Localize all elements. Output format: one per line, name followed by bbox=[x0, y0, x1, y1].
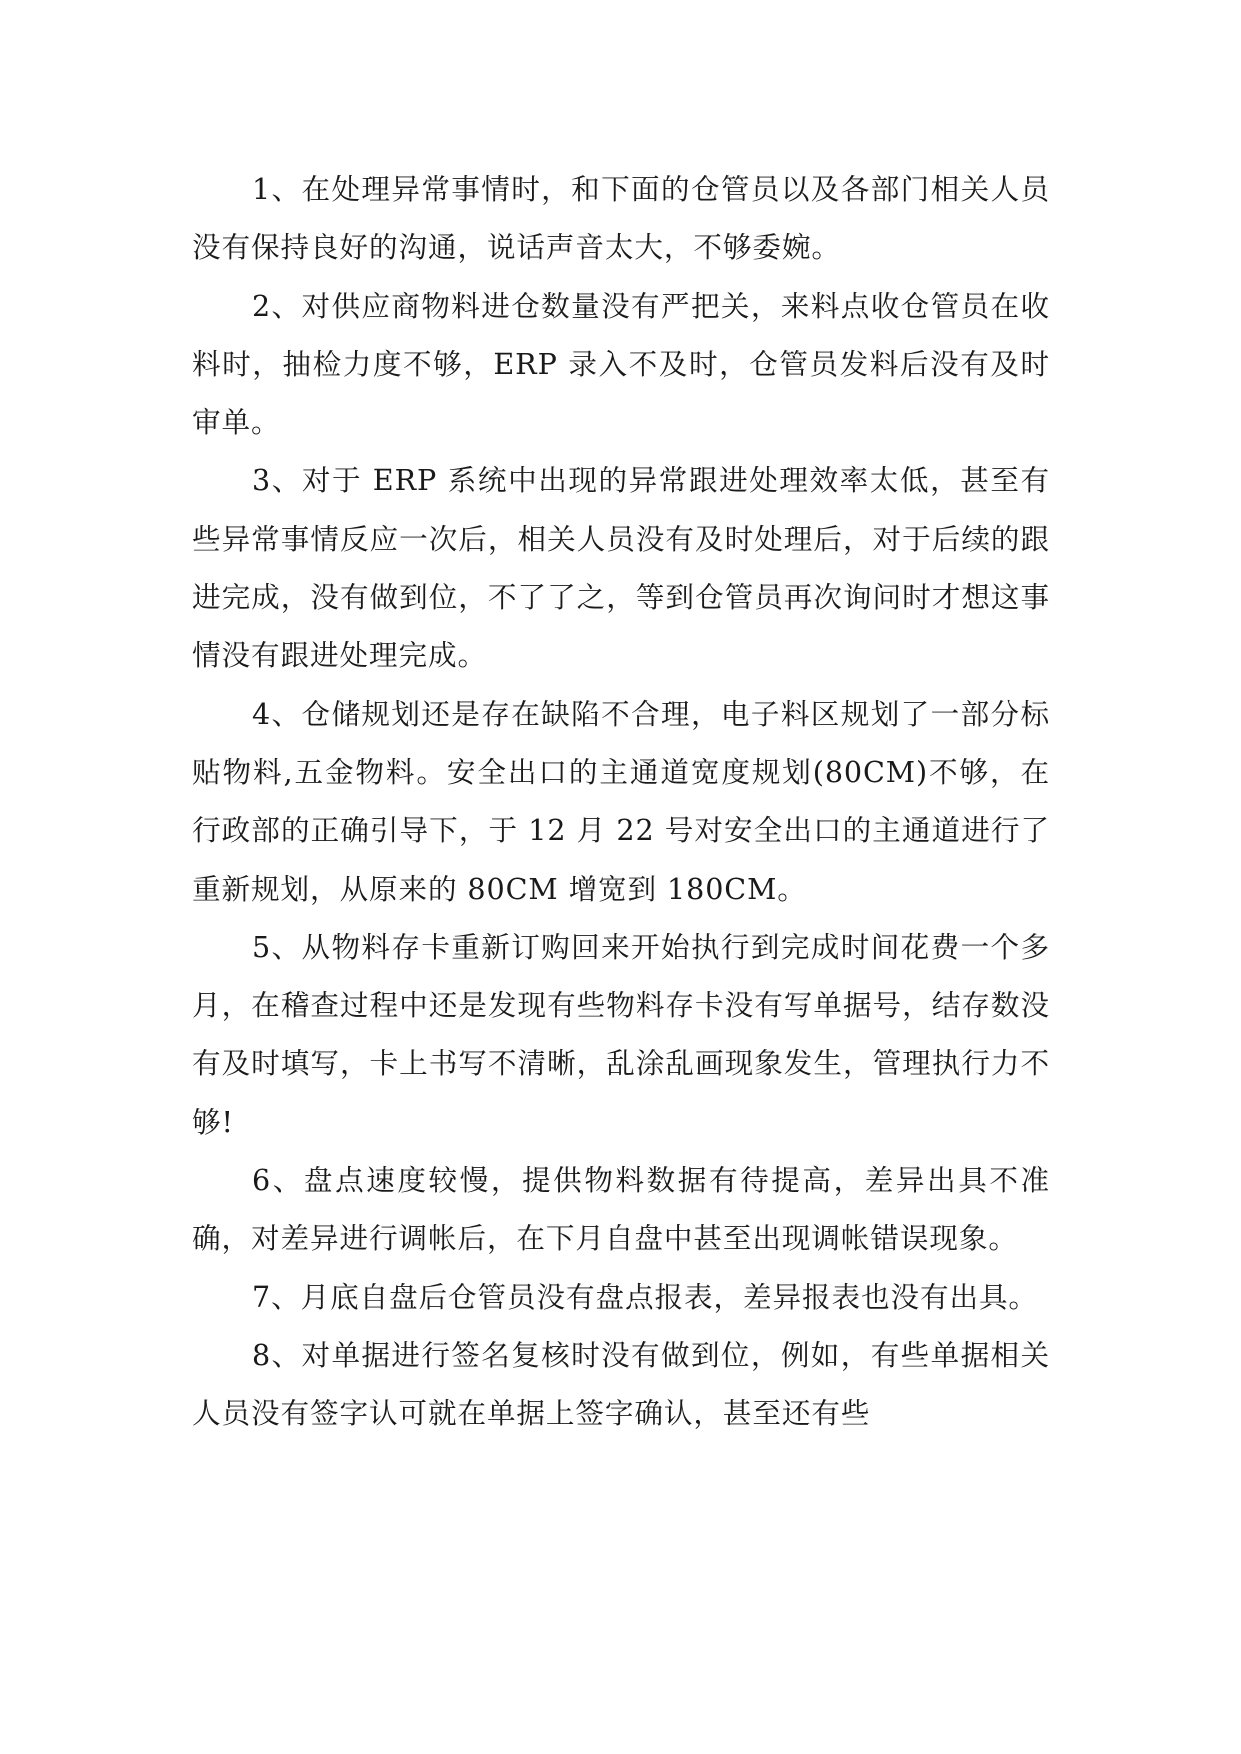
paragraph-6: 6、盘点速度较慢，提供物料数据有待提高，差异出具不准确，对差异进行调帐后，在下月自盘中甚至出现调帐错误现象。 bbox=[192, 1163, 1050, 1256]
paragraph-3: 3、对于 ERP 系统中出现的异常跟进处理效率太低，甚至有些异常事情反应一次后，相关人员没有及时处理后，对于后续的跟进完成，没有做到位，不了了之，等到仓管员再次询问时才想这事情没有跟进处理完成。 bbox=[192, 463, 1050, 673]
paragraph-8: 8、对单据进行签名复核时没有做到位，例如，有些单据相关人员没有签字认可就在单据上签字确认，甚至还有些 bbox=[192, 1337, 1050, 1431]
document-body bbox=[192, 160, 1050, 1443]
paragraph-4: 4、仓储规划还是存在缺陷不合理，电子料区规划了一部分标贴物料,五金物料。安全出口的主通道宽度规划(80CM)不够，在行政部的正确引导下，于 12 月 22 号对安全出口的主通道进行了重新规划，从原来的 80CM 增宽到 180CM。 bbox=[192, 696, 1050, 906]
paragraph-5: 5、从物料存卡重新订购回来开始执行到完成时间花费一个多月，在稽查过程中还是发现有些物料存卡没有写单据号，结存数没有及时填写，卡上书写不清晰，乱涂乱画现象发生，管理执行力不够! bbox=[192, 929, 1050, 1139]
paragraph-7: 7、月底自盘后仓管员没有盘点报表，差异报表也没有出具。 bbox=[252, 1279, 1038, 1314]
paragraph-2: 2、对供应商物料进仓数量没有严把关，来料点收仓管员在收料时，抽检力度不够，ERP 录入不及时，仓管员发料后没有及时审单。 bbox=[192, 288, 1050, 440]
paragraph-1: 1、在处理异常事情时，和下面的仓管员以及各部门相关人员没有保持良好的沟通，说话声音太大，不够委婉。 bbox=[192, 172, 1050, 265]
